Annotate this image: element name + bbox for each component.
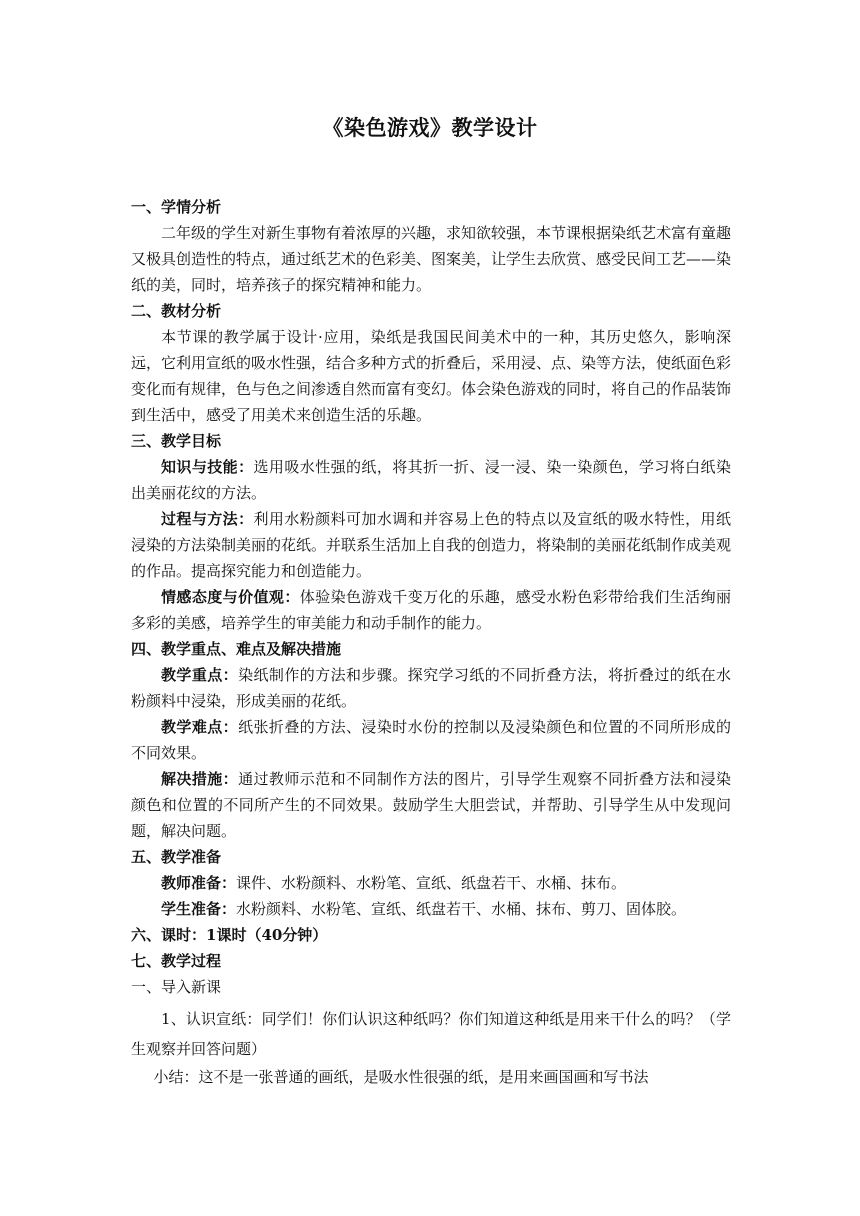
teacher-preparation: [131, 870, 731, 896]
summary-paragraph: 小结：这不是一张普通的画纸，是吸水性很强的纸，是用来画国画和写书法: [153, 1068, 649, 1086]
teacher-preparation-label: 教师准备：: [161, 874, 237, 892]
teaching-key-point-text: 染纸制作的方法和步骤。探究学习纸的不同折叠方法，将折叠过的纸在水粉颜料中浸染，形成美丽的花纸。: [131, 666, 731, 710]
objective-knowledge-text: 选用吸水性强的纸，将其折一折、浸一浸、染一染颜色，学习将白纸染出美丽花纹的方法。: [131, 458, 731, 502]
section-1-paragraph: 二年级的学生对新生事物有着浓厚的兴趣，求知欲较强，本节课根据染纸艺术富有童趣又极具创造性的特点，通过纸艺术的色彩美、图案美，让学生去欣赏、感受民间工艺——染纸的美，同时，培养孩子的探究精神和能力。: [131, 224, 732, 294]
student-preparation-text: 水粉颜料、水粉笔、宣纸、纸盘若干、水桶、抹布、剪刀、固体胶。: [236, 900, 687, 918]
objective-emotion-label: 情感态度与价值观：: [161, 588, 300, 606]
objective-knowledge: [131, 454, 731, 506]
student-preparation-label: 学生准备：: [161, 900, 237, 918]
document-title: 《染色游戏》教学设计: [322, 115, 538, 140]
objective-method-text: 利用水粉颜料可加水调和并容易上色的特点以及宣纸的吸水特性，用纸浸染的方法染制美丽的花纸。并联系生活加上自我的创造力，将染制的美丽花纸制作成美观的作品。提高探究能力和创造能力。: [131, 510, 732, 580]
teaching-key-point: [131, 662, 731, 714]
objective-emotion: [131, 584, 731, 636]
solution-measures-label: 解决措施：: [161, 770, 239, 788]
objective-method: [131, 506, 731, 584]
step-1-paragraph: 1、认识宣纸：同学们！你们认识这种纸吗？你们知道这种纸是用来干什么的吗？（学生观察并回答问题）: [131, 1010, 731, 1058]
section-heading-1: 一、学情分析: [131, 198, 222, 216]
teaching-key-point-label: 教学重点：: [161, 666, 239, 684]
section-2-paragraph: 本节课的教学属于设计·应用，染纸是我国民间美术中的一种，其历史悠久，影响深远，它利用宣纸的吸水性强，结合多种方式的折叠后，采用浸、点、染等方法，使纸面色彩变化而有规律，色与色之间渗透自然而富有变幻。体会染色游戏的同时，将自己的作品装饰到生活中，感受了用美术来创造生活的乐趣。: [131, 328, 732, 424]
teaching-difficulty: [131, 714, 731, 766]
teacher-preparation-text: 课件、水粉颜料、水粉笔、宣纸、纸盘若干、水桶、抹布。: [236, 874, 627, 892]
section-heading-3: 三、教学目标: [131, 432, 222, 450]
objective-method-label: 过程与方法：: [161, 510, 254, 528]
subsection-heading-intro: 一、导入新课: [131, 978, 222, 996]
document-body: [131, 194, 731, 1090]
section-heading-7: 七、教学过程: [131, 952, 222, 970]
teaching-difficulty-label: 教学难点：: [161, 718, 239, 736]
teaching-difficulty-text: 纸张折叠的方法、浸染时水份的控制以及浸染颜色和位置的不同所形成的不同效果。: [131, 718, 731, 762]
section-heading-2: 二、教材分析: [131, 302, 222, 320]
section-heading-6: 六、课时：1课时（40分钟）: [131, 926, 328, 944]
section-heading-4: 四、教学重点、难点及解决措施: [131, 640, 342, 658]
section-heading-5: 五、教学准备: [131, 848, 222, 866]
solution-measures-text: 通过教师示范和不同制作方法的图片，引导学生观察不同折叠方法和浸染颜色和位置的不同所产生的不同效果。鼓励学生大胆尝试，并帮助、引导学生从中发现问题，解决问题。: [131, 770, 731, 840]
student-preparation: [131, 896, 731, 922]
objective-knowledge-label: 知识与技能：: [161, 458, 254, 476]
solution-measures: [131, 766, 731, 844]
objective-emotion-text: 体验染色游戏千变万化的乐趣，感受水粉色彩带给我们生活绚丽多彩的美感，培养学生的审美能力和动手制作的能力。: [131, 588, 731, 632]
